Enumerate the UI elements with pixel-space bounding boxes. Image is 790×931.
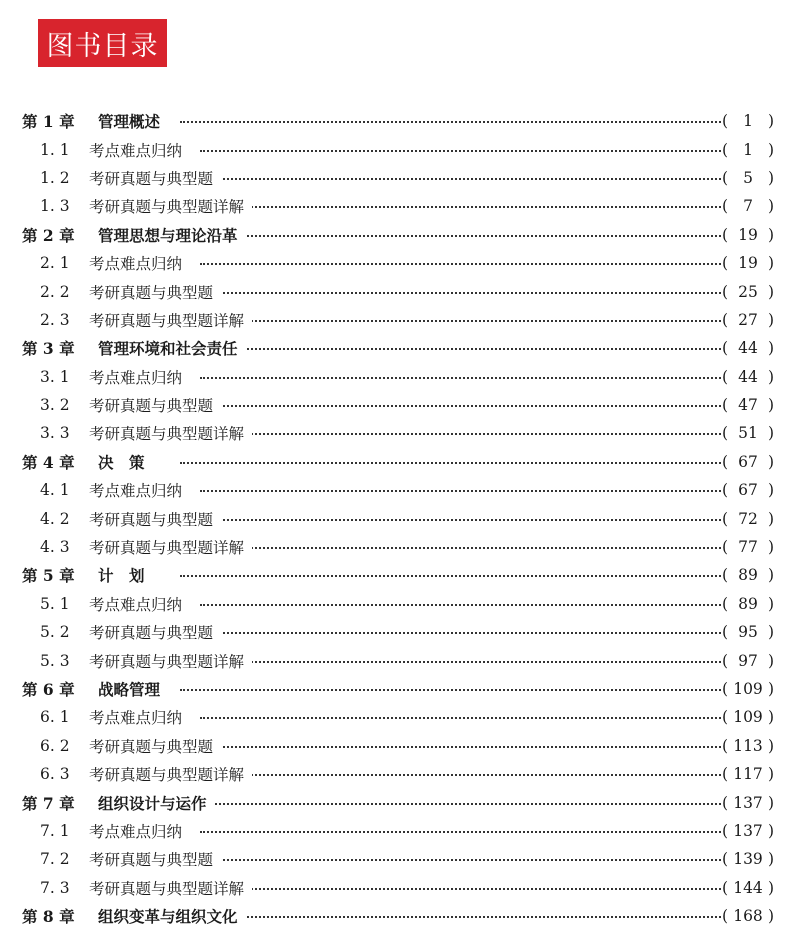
dot-leader xyxy=(180,462,724,464)
open-paren: ( xyxy=(722,339,729,358)
close-paren: ) xyxy=(767,396,774,415)
toc-section-row xyxy=(0,476,790,504)
toc-entry-number: 6. 2 xyxy=(40,737,78,755)
close-paren: ) xyxy=(767,594,774,613)
toc-entry-title: 管理环境和社会责任 xyxy=(98,337,246,359)
open-paren: ( xyxy=(722,907,729,926)
toc-entry-number: 4. 1 xyxy=(40,481,78,499)
open-paren: ( xyxy=(722,282,729,301)
close-paren: ) xyxy=(767,680,774,698)
toc-entry-title: 考研真题与典型题详解 xyxy=(89,650,252,672)
toc-section-row xyxy=(0,533,790,561)
dot-leader xyxy=(200,632,724,634)
page-value: 144 xyxy=(733,878,763,897)
dot-leader xyxy=(200,774,724,776)
open-paren: ( xyxy=(722,793,729,812)
toc-entry-number: 3. 3 xyxy=(40,424,78,442)
page-value: 89 xyxy=(738,594,758,613)
open-paren: ( xyxy=(722,140,729,159)
close-paren: ) xyxy=(767,651,774,670)
dot-leader xyxy=(200,547,724,549)
toc-entry-title: 考点难点归纳 xyxy=(89,366,190,388)
close-paren: ) xyxy=(767,168,774,187)
toc-entry-title: 考点难点归纳 xyxy=(89,479,190,501)
close-paren: ) xyxy=(767,878,774,897)
open-paren: ( xyxy=(722,367,729,386)
page-value: 19 xyxy=(738,254,758,273)
toc-entry-title: 考研真题与典型题详解 xyxy=(89,195,252,217)
open-paren: ( xyxy=(722,197,729,216)
page-value: 109 xyxy=(733,680,763,698)
toc-section-row xyxy=(0,732,790,760)
toc-entry-title: 决 策 xyxy=(98,451,153,473)
close-paren: ) xyxy=(767,452,774,471)
close-paren: ) xyxy=(767,850,774,869)
toc-entry-number: 2. 3 xyxy=(40,311,78,329)
open-paren: ( xyxy=(722,850,729,869)
toc-chapter-row xyxy=(0,334,790,362)
toc-entry-title: 考研真题与典型题详解 xyxy=(89,763,252,785)
toc-section-row xyxy=(0,164,790,192)
page-value: 139 xyxy=(733,850,763,869)
toc-chapter-row xyxy=(0,561,790,589)
toc-section-row xyxy=(0,817,790,845)
close-paren: ) xyxy=(767,821,774,840)
dot-leader xyxy=(180,916,724,918)
toc-entry-title: 考点难点归纳 xyxy=(89,139,190,161)
close-paren: ) xyxy=(767,254,774,273)
toc-page-number xyxy=(722,311,774,329)
toc-section-row xyxy=(0,504,790,532)
toc-section-row xyxy=(0,277,790,305)
toc-entry-number: 5. 2 xyxy=(40,623,78,641)
close-paren: ) xyxy=(767,310,774,329)
toc-page-number xyxy=(722,765,774,783)
open-paren: ( xyxy=(722,509,729,528)
page-value: 77 xyxy=(738,538,758,557)
dot-leader xyxy=(200,717,724,719)
toc-entry-number: 1. 2 xyxy=(40,169,78,187)
page-value: 51 xyxy=(738,424,758,443)
toc-chapter-row xyxy=(0,788,790,816)
toc-section-row xyxy=(0,391,790,419)
page-value: 113 xyxy=(733,736,763,755)
close-paren: ) xyxy=(767,140,774,159)
dot-leader xyxy=(180,235,724,237)
page-value: 25 xyxy=(738,282,758,301)
toc-section-row xyxy=(0,874,790,902)
toc-chapter-row xyxy=(0,675,790,703)
toc-entry-number: 第 6 章 xyxy=(22,678,83,700)
toc-entry-title: 计 划 xyxy=(98,564,153,586)
toc-page-number xyxy=(722,652,774,670)
toc-section-row xyxy=(0,419,790,447)
page-value: 109 xyxy=(733,708,763,727)
dot-leader xyxy=(200,888,724,890)
dot-leader xyxy=(200,405,724,407)
close-paren: ) xyxy=(767,112,774,131)
page-value: 47 xyxy=(738,396,758,415)
open-paren: ( xyxy=(722,566,729,585)
open-paren: ( xyxy=(722,168,729,187)
toc-entry-number: 第 4 章 xyxy=(22,451,83,473)
page-value: 137 xyxy=(733,793,763,812)
toc-entry-number: 7. 3 xyxy=(40,879,78,897)
open-paren: ( xyxy=(722,396,729,415)
toc-entry-number: 6. 3 xyxy=(40,765,78,783)
toc-section-row xyxy=(0,306,790,334)
toc-chapter-row xyxy=(0,107,790,135)
page-value: 7 xyxy=(743,197,753,216)
toc-entry-number: 第 8 章 xyxy=(22,905,83,927)
dot-leader xyxy=(180,348,724,350)
page-value: 67 xyxy=(738,481,758,500)
page-value: 168 xyxy=(733,907,763,926)
dot-leader xyxy=(200,831,724,833)
page-value: 1 xyxy=(743,140,753,159)
close-paren: ) xyxy=(767,708,774,727)
toc-page-number xyxy=(722,879,774,897)
toc-page-number xyxy=(722,396,774,414)
toc-chapter-row xyxy=(0,902,790,930)
toc-banner-title: 图书目录 xyxy=(46,30,159,62)
dot-leader xyxy=(200,292,724,294)
toc-entry-title: 考研真题与典型题详解 xyxy=(89,309,252,331)
toc-entry-title: 战略管理 xyxy=(98,678,168,700)
toc-page-number xyxy=(722,737,774,755)
page-value: 19 xyxy=(738,225,758,244)
toc-entry-title: 考点难点归纳 xyxy=(89,593,190,615)
open-paren: ( xyxy=(722,424,729,443)
page-value: 44 xyxy=(738,339,758,358)
page-value: 1 xyxy=(743,112,753,131)
dot-leader xyxy=(180,689,724,691)
toc-entry-number: 1. 3 xyxy=(40,197,78,215)
toc-section-row xyxy=(0,363,790,391)
toc-entry-number: 3. 2 xyxy=(40,396,78,414)
toc-page-number xyxy=(722,141,774,159)
toc-page-number xyxy=(722,510,774,528)
page-value: 137 xyxy=(733,821,763,840)
toc-page-number xyxy=(722,538,774,556)
toc-entry-number: 4. 3 xyxy=(40,538,78,556)
open-paren: ( xyxy=(722,112,729,131)
open-paren: ( xyxy=(722,736,729,755)
close-paren: ) xyxy=(767,793,774,812)
open-paren: ( xyxy=(722,878,729,897)
close-paren: ) xyxy=(767,566,774,585)
open-paren: ( xyxy=(722,708,729,727)
toc-page-number xyxy=(722,708,774,726)
dot-leader xyxy=(200,433,724,435)
toc-entry-number: 6. 1 xyxy=(40,708,78,726)
toc-entry-title: 考点难点归纳 xyxy=(89,820,190,842)
close-paren: ) xyxy=(767,424,774,443)
toc-entry-number: 7. 2 xyxy=(40,850,78,868)
toc-entry-number: 5. 3 xyxy=(40,652,78,670)
toc-page-number xyxy=(722,226,774,244)
toc-entry-number: 5. 1 xyxy=(40,595,78,613)
toc-banner xyxy=(38,19,167,67)
toc-page-number xyxy=(722,368,774,386)
toc-entry-title: 考研真题与典型题详解 xyxy=(89,422,252,444)
toc-section-row xyxy=(0,760,790,788)
toc-chapter-row xyxy=(0,221,790,249)
toc-page-number xyxy=(722,623,774,641)
close-paren: ) xyxy=(767,509,774,528)
close-paren: ) xyxy=(767,225,774,244)
toc-entry-title: 考研真题与典型题 xyxy=(89,281,221,303)
toc-section-row xyxy=(0,590,790,618)
close-paren: ) xyxy=(767,481,774,500)
toc-section-row xyxy=(0,703,790,731)
page-value: 27 xyxy=(738,310,758,329)
page-value: 5 xyxy=(743,168,753,187)
toc-entry-title: 考研真题与典型题 xyxy=(89,848,221,870)
toc-page-number xyxy=(722,453,774,471)
dot-leader xyxy=(200,377,724,379)
open-paren: ( xyxy=(722,452,729,471)
toc-chapter-row xyxy=(0,448,790,476)
open-paren: ( xyxy=(722,680,729,698)
toc-section-row xyxy=(0,249,790,277)
dot-leader xyxy=(200,519,724,521)
toc-page-number xyxy=(722,595,774,613)
toc-entry-title: 考研真题与典型题 xyxy=(89,508,221,530)
toc-page-number xyxy=(722,169,774,187)
open-paren: ( xyxy=(722,651,729,670)
toc-entry-number: 2. 1 xyxy=(40,254,78,272)
page-value: 97 xyxy=(738,651,758,670)
open-paren: ( xyxy=(722,765,729,784)
page-value: 117 xyxy=(733,765,763,784)
dot-leader xyxy=(180,803,724,805)
toc-page-number xyxy=(722,794,774,812)
toc-entry-number: 第 1 章 xyxy=(22,110,83,132)
close-paren: ) xyxy=(767,339,774,358)
toc-page-number xyxy=(722,680,774,698)
toc-entry-title: 考点难点归纳 xyxy=(89,706,190,728)
close-paren: ) xyxy=(767,538,774,557)
toc-entry-number: 2. 2 xyxy=(40,283,78,301)
toc-entry-number: 1. 1 xyxy=(40,141,78,159)
toc-page-number xyxy=(722,197,774,215)
toc-page-number xyxy=(722,822,774,840)
toc-section-row xyxy=(0,192,790,220)
dot-leader xyxy=(200,661,724,663)
toc-entry-title: 考研真题与典型题 xyxy=(89,735,221,757)
open-paren: ( xyxy=(722,310,729,329)
toc-page-number xyxy=(722,481,774,499)
toc-entry-number: 第 7 章 xyxy=(22,792,83,814)
page-value: 67 xyxy=(738,452,758,471)
open-paren: ( xyxy=(722,538,729,557)
open-paren: ( xyxy=(722,481,729,500)
toc-entry-number: 4. 2 xyxy=(40,510,78,528)
dot-leader xyxy=(200,746,724,748)
toc-entry-title: 组织变革与组织文化 xyxy=(98,905,246,927)
page-value: 72 xyxy=(738,509,758,528)
toc-page-number xyxy=(722,907,774,925)
table-of-contents xyxy=(0,107,790,930)
toc-entry-number: 7. 1 xyxy=(40,822,78,840)
toc-section-row xyxy=(0,845,790,873)
page-value: 44 xyxy=(738,367,758,386)
close-paren: ) xyxy=(767,282,774,301)
open-paren: ( xyxy=(722,821,729,840)
close-paren: ) xyxy=(767,197,774,216)
toc-entry-number: 第 3 章 xyxy=(22,337,83,359)
dot-leader xyxy=(200,490,724,492)
toc-page-number xyxy=(722,339,774,357)
open-paren: ( xyxy=(722,225,729,244)
dot-leader xyxy=(200,859,724,861)
toc-entry-title: 组织设计与运作 xyxy=(98,792,215,814)
toc-entry-title: 考研真题与典型题详解 xyxy=(89,877,252,899)
close-paren: ) xyxy=(767,907,774,926)
close-paren: ) xyxy=(767,765,774,784)
close-paren: ) xyxy=(767,367,774,386)
close-paren: ) xyxy=(767,736,774,755)
toc-entry-title: 考研真题与典型题 xyxy=(89,394,221,416)
toc-section-row xyxy=(0,135,790,163)
dot-leader xyxy=(200,178,724,180)
open-paren: ( xyxy=(722,254,729,273)
dot-leader xyxy=(200,320,724,322)
toc-entry-title: 考研真题与典型题 xyxy=(89,621,221,643)
dot-leader xyxy=(200,150,724,152)
toc-entry-title: 考点难点归纳 xyxy=(89,252,190,274)
toc-entry-title: 考研真题与典型题详解 xyxy=(89,536,252,558)
toc-entry-number: 第 5 章 xyxy=(22,564,83,586)
toc-page-number xyxy=(722,254,774,272)
toc-page-number xyxy=(722,283,774,301)
page-value: 89 xyxy=(738,566,758,585)
dot-leader xyxy=(200,206,724,208)
toc-page-number xyxy=(722,850,774,868)
close-paren: ) xyxy=(767,623,774,642)
toc-section-row xyxy=(0,646,790,674)
toc-entry-title: 管理概述 xyxy=(98,110,168,132)
toc-entry-number: 3. 1 xyxy=(40,368,78,386)
open-paren: ( xyxy=(722,594,729,613)
toc-page-number xyxy=(722,424,774,442)
open-paren: ( xyxy=(722,623,729,642)
dot-leader xyxy=(200,263,724,265)
page-value: 95 xyxy=(738,623,758,642)
toc-section-row xyxy=(0,618,790,646)
toc-page-number xyxy=(722,112,774,130)
toc-page-number xyxy=(722,566,774,584)
dot-leader xyxy=(200,604,724,606)
toc-entry-title: 考研真题与典型题 xyxy=(89,167,221,189)
dot-leader xyxy=(180,575,724,577)
dot-leader xyxy=(180,121,724,123)
toc-entry-title: 管理思想与理论沿革 xyxy=(98,224,246,246)
toc-entry-number: 第 2 章 xyxy=(22,224,83,246)
